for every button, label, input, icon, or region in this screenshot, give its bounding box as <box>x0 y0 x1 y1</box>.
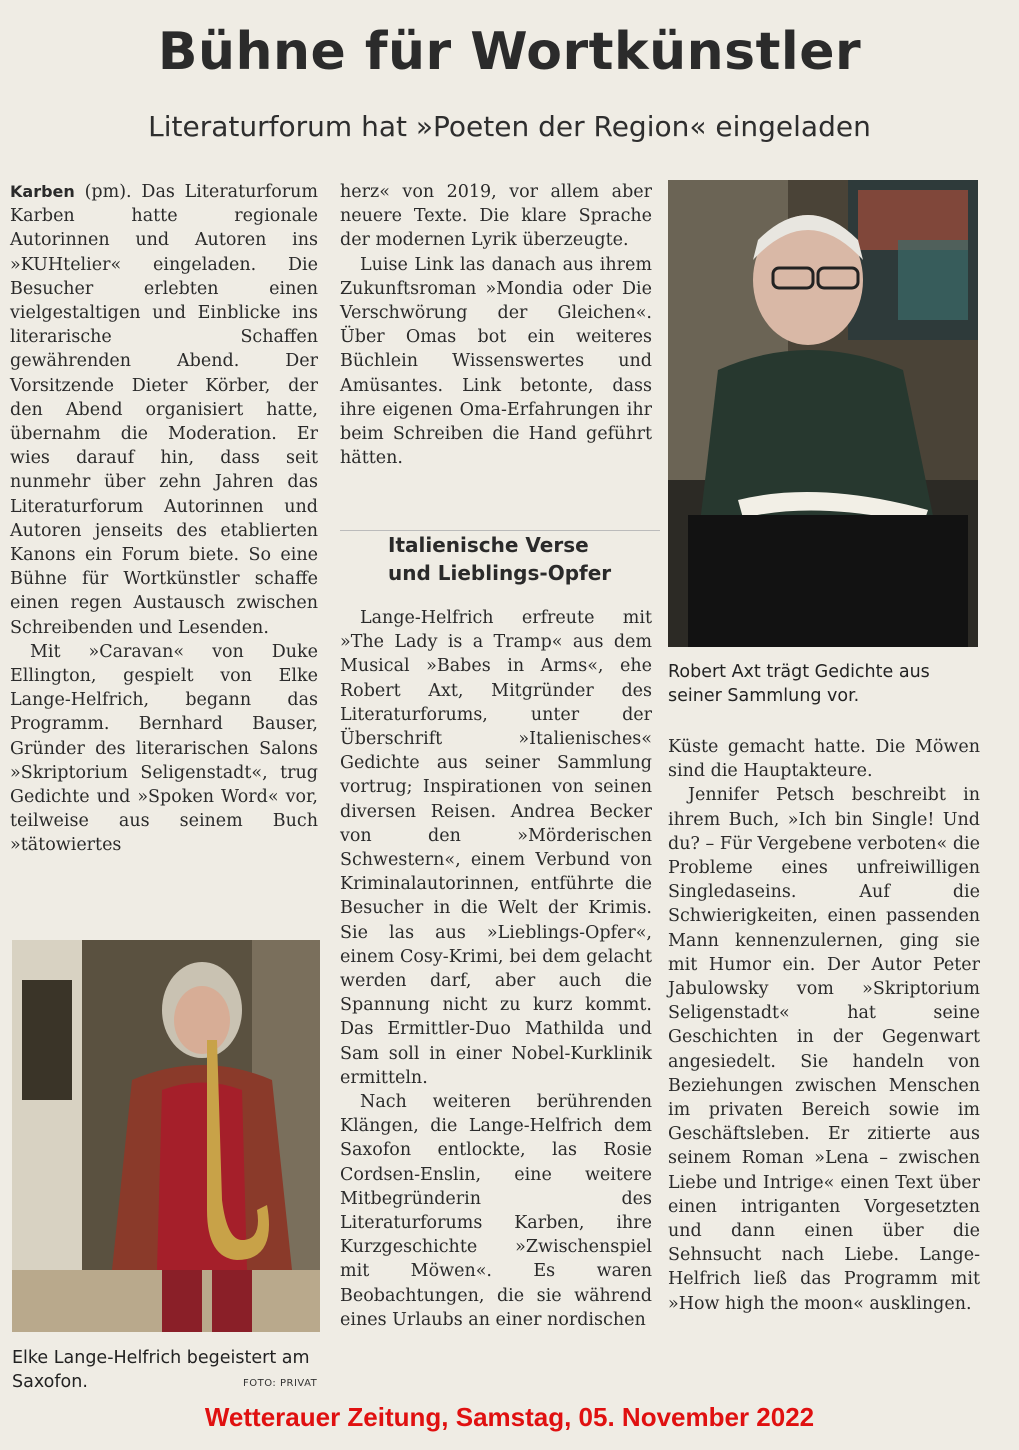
paragraph: Lange-Helfrich erfreute mit »The Lady is a Tramp« aus dem Musical »Babes in Arms«, ehe Robert Axt, Mitgründer des Literaturforums, unter der Überschrift »Italienisches« Gedichte aus seiner Sammlung vortrug; Inspirationen von seinen diversen Reisen. Andrea Becker von den »Mörderischen Schwestern«, einem Verbund von Kriminalautorinnen, entführte die Besucher in die Welt der Krimis. Sie las aus »Lieblings-Opfer«, einem Cosy-Krimi, bei dem gelacht werden darf, aber auch die Spannung nicht zu kurz kommt. Das Ermittler-Duo Mathilda und Sam soll in einer Nobel-Kurklinik ermitteln. <box>340 608 652 1088</box>
paragraph: Nach weiteren berührenden Klängen, die Lange-Helfrich dem Saxofon entlockte, las Rosie Cordsen-Enslin, eine weitere Mitbegründerin des Literaturforums Karben, ihre Kurzgeschichte »Zwischenspiel mit Möwen«. Es waren Beobachtungen, die sie während eines Urlaubs an einer nordischen <box>340 1092 652 1330</box>
paragraph: herz« von 2019, vor allem aber neuere Texte. Die klare Sprache der modernen Lyrik überzeugte. <box>340 182 652 251</box>
paragraph: Jennifer Petsch beschreibt in ihrem Buch, »Ich bin Single! Und du? – Für Vergebene verboten« die Probleme eines unfreiwilligen Singledaseins. Auf die Schwierigkeiten, einen passenden Mann kennenzulernen, ging sie mit Humor ein. Der Autor Peter Jabulowsky vom »Skriptorium Seligenstadt« hat seine Geschichten in der Gegenwart angesiedelt. Sie handeln von Beziehungen zwischen Menschen im privaten Bereich sowie im Geschäftsleben. Er zitierte aus seinem Roman »Lena – zwischen Liebe und Intrige« einen Text über einen intriganten Vorgesetzten und dann einen über die Sehnsucht nach Liebe. Lange-Helfrich ließ das Programm mit »How high the moon« ausklingen. <box>668 785 980 1314</box>
subheadline: Literaturforum hat »Poeten der Region« eingeladen <box>148 110 871 143</box>
caption-robert-axt: Robert Axt trägt Gedichte aus seiner Sammlung vor. <box>668 662 930 706</box>
article-column-3 <box>668 735 980 1316</box>
photo-robert-axt-illustration <box>668 180 978 647</box>
article-column-2-bottom <box>340 606 652 1332</box>
caption-elke-lange-helfrich: Elke Lange-Helfrich begeistert am Saxofon. <box>12 1348 310 1392</box>
source-footer: Wetterauer Zeitung, Samstag, 05. November 2022 <box>204 1402 815 1432</box>
paragraph: Luise Link las danach aus ihrem Zukunftsroman »Mondia oder Die Verschwörung der Gleichen«. Über Omas bot ein weiteres Büchlein Wissenswertes und Amüsantes. Link betonte, dass ihre eigenen Oma-Erfahrungen ihr beim Schreiben die Hand geführt hätten. <box>340 254 652 469</box>
article-column-1 <box>10 180 318 858</box>
photo-elke-lange-helfrich <box>12 940 320 1332</box>
subheading-line-2: und Lieblings-Opfer <box>388 561 612 585</box>
headline: Bühne für Wortkünstler <box>157 22 862 82</box>
article-column-2-top <box>340 180 652 470</box>
paragraph: Küste gemacht hatte. Die Möwen sind die Hauptakteure. <box>668 737 980 782</box>
photo-lange-illustration <box>12 940 320 1332</box>
dateline: Karben <box>10 182 75 201</box>
photo-credit: FOTO: PRIVAT <box>243 1378 318 1389</box>
paragraph-text: (pm). Das Literaturforum Karben hatte regionale Autorinnen und Autoren ins »KUHtelier« eingeladen. Die Besucher erlebten einen vielgestaltigen und Einblicke ins literarische Schaffen gewährenden Abend. Der Vorsitzende Dieter Körber, der den Abend organisiert hatte, übernahm die Moderation. Er wies darauf hin, dass seit nunmehr über zehn Jahren das Literaturforum Autorinnen und Autoren jenseits des etablierten Kanons ein Forum biete. So eine Bühne für Wortkünstler schaffe einen regen Austausch zwischen Schreibenden und Lesenden. <box>10 182 318 638</box>
paragraph <box>10 180 318 640</box>
section-subheading <box>340 530 660 601</box>
subheading-line-1: Italienische Verse <box>388 533 589 557</box>
paragraph: Mit »Caravan« von Duke Ellington, gespielt von Elke Lange-Helfrich, begann das Programm. Bernhard Bauser, Gründer des literarischen Salons »Skriptorium Seligenstadt«, trug Gedichte und »Spoken Word« vor, teilweise aus seinem Buch »tätowiertes <box>10 641 318 856</box>
photo-robert-axt <box>668 180 978 647</box>
